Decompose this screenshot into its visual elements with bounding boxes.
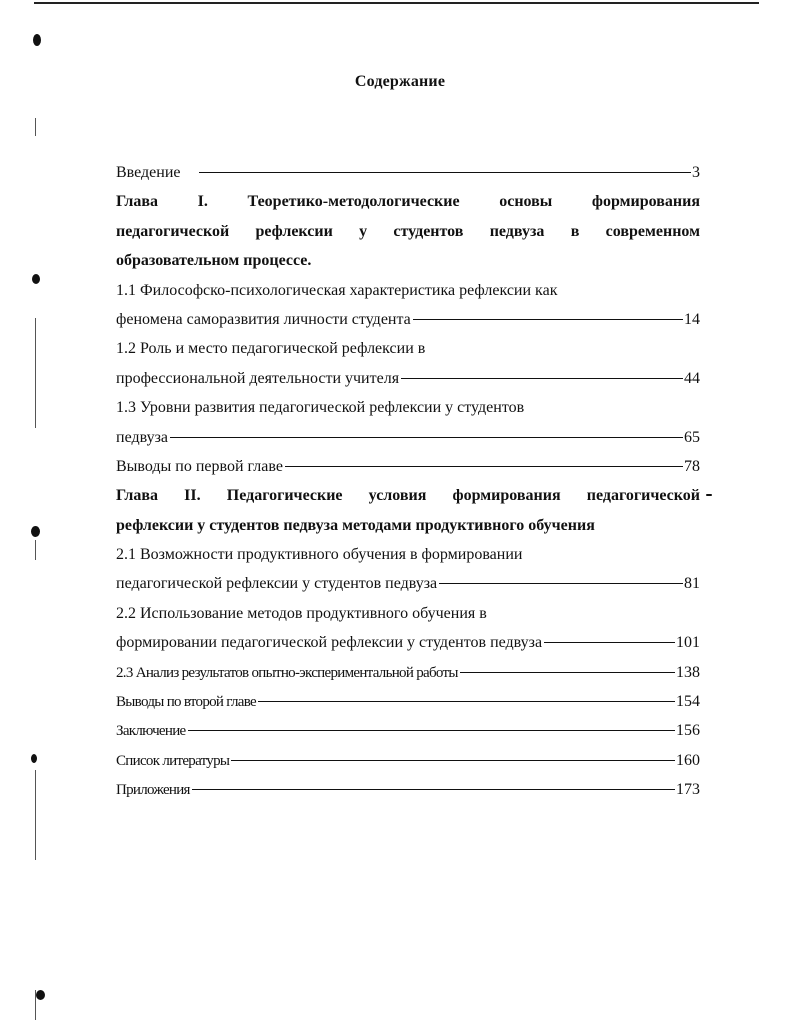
toc-page-number: 138 xyxy=(676,663,700,681)
toc-entry-1-1-line1: 1.1 Философско-психологическая характеристика рефлексии как xyxy=(116,281,558,299)
toc-entry-1-3-line1: 1.3 Уровни развития педагогической рефлексии у студентов xyxy=(116,399,525,417)
toc-page-number: 173 xyxy=(676,781,700,799)
scan-speck xyxy=(32,274,40,284)
toc-entry-text: педвуза xyxy=(116,428,169,446)
toc-entry-conclusion xyxy=(116,716,700,745)
toc-entry-appendices xyxy=(116,775,700,804)
toc-entry-text: педагогической рефлексии у студентов педвуза xyxy=(116,575,438,593)
toc-leader-line xyxy=(544,642,675,643)
toc-entry-text: феномена саморазвития личности студента xyxy=(116,310,411,328)
scan-speck xyxy=(31,526,40,537)
toc-page-number: 101 xyxy=(676,634,700,652)
chapter-2-heading-line: рефлексии у студентов педвуза методами продуктивного обучения xyxy=(116,516,595,534)
toc-entry-1-1 xyxy=(116,305,700,334)
scan-speck xyxy=(36,990,45,1000)
scan-top-rule xyxy=(34,2,759,4)
toc-entry-text: Приложения xyxy=(116,782,190,799)
toc-leader-line xyxy=(460,672,675,673)
toc-entry-2-1 xyxy=(116,569,700,598)
toc-entry-text: профессиональной деятельности учителя xyxy=(116,369,400,387)
toc-leader-line xyxy=(231,760,675,761)
scan-speck xyxy=(31,754,37,763)
toc-entry-2-1-line1: 2.1 Возможности продуктивного обучения в формировании xyxy=(116,546,523,564)
chapter-1-heading-line: Глава I. Теоретико-методологические основы формирования xyxy=(116,193,700,211)
toc-leader-line xyxy=(192,789,675,790)
toc-entry-chapter-1-conclusions xyxy=(116,452,700,481)
toc-entry-2-3 xyxy=(116,658,700,687)
toc-entry-2-2-line1: 2.2 Использование методов продуктивного обучения в xyxy=(116,604,487,622)
toc-leader-line xyxy=(199,172,692,173)
toc-entry-2-2 xyxy=(116,628,700,657)
toc-page-number: 81 xyxy=(684,575,700,593)
toc-entry-1-2-line1: 1.2 Роль и место педагогической рефлексии в xyxy=(116,340,426,358)
toc-page-number: 154 xyxy=(676,693,700,711)
scan-speck xyxy=(33,34,41,46)
toc-entry-chapter-2-conclusions xyxy=(116,687,700,716)
toc-leader-line xyxy=(439,583,683,584)
toc-page-number: 65 xyxy=(684,428,700,446)
toc-entry-text: Введение xyxy=(116,164,181,181)
page-title: Содержание xyxy=(354,73,446,90)
toc-entry-bibliography xyxy=(116,746,700,775)
toc-entry-text: Выводы по первой главе xyxy=(116,457,283,475)
chapter-2-heading-line: Глава II. Педагогические условия формирования педагогической xyxy=(116,487,700,505)
toc-page-number: 44 xyxy=(684,369,700,387)
toc-page-number: 156 xyxy=(676,722,700,740)
toc-page-number: 3 xyxy=(692,164,700,181)
chapter-1-heading-line: образовательном процессе. xyxy=(116,252,312,270)
toc-page-number: 14 xyxy=(684,310,700,328)
scan-margin-mark xyxy=(35,118,36,136)
toc-leader-line xyxy=(170,437,683,438)
toc-leader-line xyxy=(413,319,683,320)
toc-leader-line xyxy=(188,730,676,731)
table-of-contents xyxy=(116,158,700,805)
scan-margin-mark xyxy=(35,540,36,560)
toc-entry-text: Список литературы xyxy=(116,752,230,769)
scan-margin-mark xyxy=(35,318,36,428)
toc-entry-text: Заключение xyxy=(116,723,186,740)
toc-entry-text: формировании педагогической рефлексии у студентов педвуза xyxy=(116,634,543,652)
toc-page-number: 160 xyxy=(676,751,700,769)
toc-entry-1-3 xyxy=(116,423,700,452)
toc-leader-line xyxy=(401,378,683,379)
toc-entry-text: Выводы по второй главе xyxy=(116,694,256,711)
scan-margin-mark xyxy=(35,770,36,860)
chapter-1-heading-line: педагогической рефлексии у студентов педвуза в современном xyxy=(116,222,700,240)
toc-entry-introduction xyxy=(116,158,700,187)
scan-speck xyxy=(706,494,712,496)
toc-entry-text: 2.3 Анализ результатов опытно-экспериментальной работы xyxy=(116,664,458,681)
toc-leader-line xyxy=(258,701,675,702)
toc-entry-1-2 xyxy=(116,364,700,393)
toc-page-number: 78 xyxy=(684,457,700,475)
toc-leader-line xyxy=(285,466,683,467)
